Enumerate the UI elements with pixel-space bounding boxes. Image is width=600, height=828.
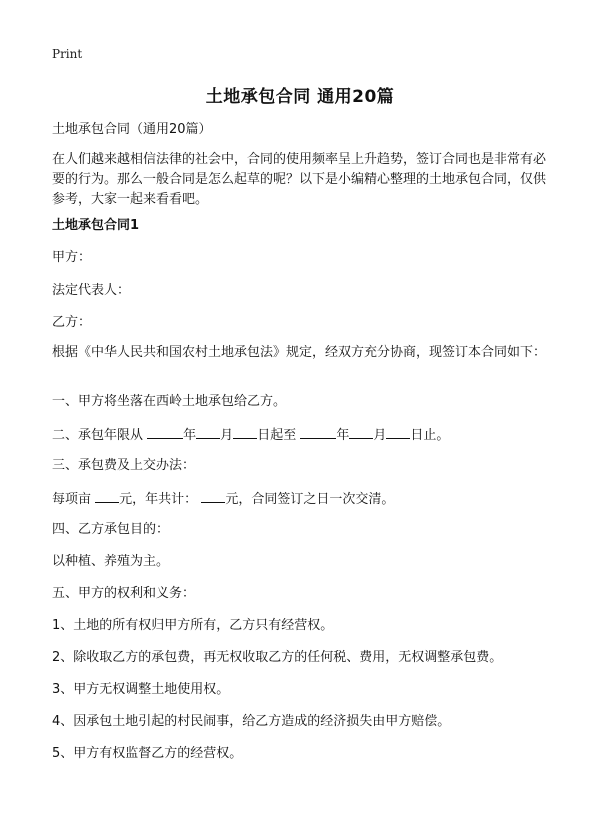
year2-label: 年 bbox=[336, 428, 350, 443]
fee-line bbox=[52, 488, 394, 510]
year-label: 年 bbox=[183, 428, 197, 443]
blank-start-day bbox=[233, 424, 257, 439]
rights-item-5: 5、甲方有权监督乙方的经营权。 bbox=[52, 746, 243, 761]
blank-fee-total bbox=[201, 488, 225, 503]
fee-unit-2: 元，合同签订之日一次交清。 bbox=[225, 492, 395, 507]
blank-end-day bbox=[386, 424, 410, 439]
blank-start-month bbox=[196, 424, 220, 439]
day-to-label: 日止。 bbox=[410, 428, 450, 443]
day-from-label: 日起至 bbox=[257, 428, 297, 443]
print-link[interactable]: Print bbox=[52, 47, 83, 61]
clause-4: 四、乙方承包目的： bbox=[52, 522, 170, 537]
blank-end-year bbox=[300, 424, 336, 439]
rights-item-2: 2、除收取乙方的承包费，再无权收取乙方的任何税、费用，无权调整承包费。 bbox=[52, 650, 503, 665]
blank-end-month bbox=[349, 424, 373, 439]
page-title: 土地承包合同 通用20篇 bbox=[205, 87, 395, 107]
clause-3: 三、承包费及上交办法： bbox=[52, 458, 196, 473]
rights-item-4: 4、因承包土地引起的村民闹事，给乙方造成的经济损失由甲方赔偿。 bbox=[52, 714, 451, 729]
clause-2 bbox=[52, 424, 449, 446]
fee-unit-1: 元，年共计： bbox=[119, 492, 198, 507]
month2-label: 月 bbox=[373, 428, 387, 443]
clause-1: 一、甲方将坐落在西岭土地承包给乙方。 bbox=[52, 394, 287, 409]
rights-item-1: 1、土地的所有权归甲方所有，乙方只有经营权。 bbox=[52, 618, 334, 633]
purpose-line: 以种植、养殖为主。 bbox=[52, 554, 170, 569]
blank-start-year bbox=[147, 424, 183, 439]
party-a-line: 甲方： bbox=[52, 250, 92, 265]
rights-item-3: 3、甲方无权调整土地使用权。 bbox=[52, 682, 230, 697]
section-heading: 土地承包合同1 bbox=[52, 218, 140, 233]
month-label: 月 bbox=[220, 428, 234, 443]
party-b-line: 乙方： bbox=[52, 315, 92, 330]
fee-prefix: 每项亩 bbox=[52, 492, 92, 507]
basis-paragraph: 根据《中华人民共和国农村土地承包法》规定，经双方充分协商，现签订本合同如下： bbox=[52, 345, 547, 360]
legal-rep-line: 法定代表人： bbox=[52, 283, 131, 298]
intro-paragraph: 在人们越来越相信法律的社会中，合同的使用频率呈上升趋势，签订合同也是非常有必要的行为。那么一般合同是怎么起草的呢？以下是小编精心整理的土地承包合同，仅供参考，大家一起来看看吧。 bbox=[52, 152, 547, 207]
document-subtitle: 土地承包合同（通用20篇） bbox=[52, 122, 212, 137]
clause-5: 五、甲方的权利和义务： bbox=[52, 586, 196, 601]
clause-2-prefix: 二、承包年限从 bbox=[52, 428, 144, 443]
blank-fee-per-mu bbox=[95, 488, 119, 503]
